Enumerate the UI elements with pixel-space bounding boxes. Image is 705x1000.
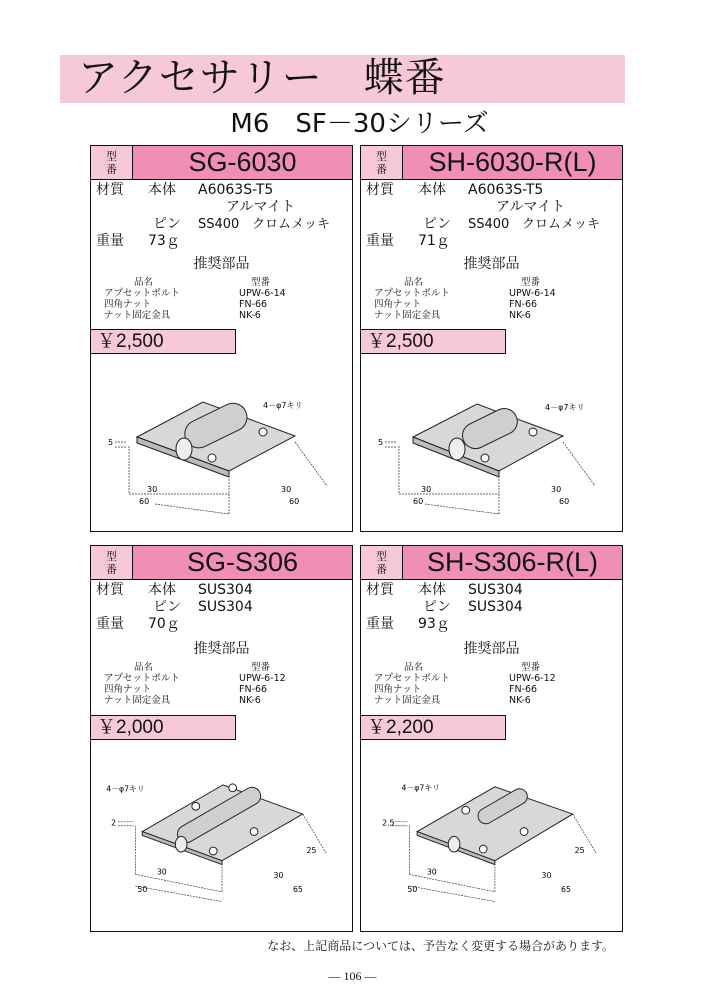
svg-text:30: 30 bbox=[147, 485, 158, 494]
product-card-sg-6030 bbox=[90, 145, 353, 532]
list-item: アプセットボルト UPW-6-12 bbox=[374, 673, 556, 684]
model-number: SH-S306-R(L) bbox=[403, 546, 622, 579]
svg-text:60: 60 bbox=[559, 497, 570, 506]
svg-text:50: 50 bbox=[137, 884, 148, 894]
series-title: M6 SF－30シリーズ bbox=[230, 109, 489, 139]
price-tag: ￥2,200 bbox=[361, 715, 506, 740]
model-label: 型 番 bbox=[91, 146, 133, 179]
list-item: ナット固定金具 NK-6 bbox=[104, 310, 261, 321]
card-header bbox=[91, 546, 352, 580]
hinge-drawing bbox=[365, 746, 618, 921]
spec-block: 材質 本体 A6063S-T5 アルマイト ピン SS400 クロムメッキ 重量 71ｇ bbox=[366, 182, 601, 249]
parts-table: 品名 型番 アプセットボルト UPW-6-14 四角ナット FN-66 ナット固定金具 NK-6 bbox=[104, 277, 294, 321]
list-item: アプセットボルト UPW-6-14 bbox=[104, 288, 286, 299]
svg-text:65: 65 bbox=[561, 884, 571, 894]
product-card-sh-s306 bbox=[360, 545, 623, 932]
dim-holes: 4－φ7キリ bbox=[263, 401, 303, 410]
dim-thickness: 2.5 bbox=[382, 818, 395, 828]
svg-text:30: 30 bbox=[156, 867, 167, 877]
recommended-title: 推奨部品 bbox=[463, 256, 520, 272]
recommended-title: 推奨部品 bbox=[193, 641, 250, 657]
parts-table: 品名 型番 アプセットボルト UPW-6-14 四角ナット FN-66 ナット固定金具 NK-6 bbox=[374, 277, 564, 321]
recommended-title: 推奨部品 bbox=[463, 641, 520, 657]
model-label: 型 番 bbox=[361, 546, 403, 579]
model-label: 型 番 bbox=[91, 546, 133, 579]
spec-block: 材質 本体 SUS304 ピン SUS304 重量 70ｇ bbox=[96, 582, 253, 632]
dim-holes: 4－φ7キリ bbox=[545, 403, 585, 412]
card-header bbox=[361, 146, 622, 180]
list-item: 四角ナット FN-66 bbox=[374, 299, 538, 310]
svg-text:65: 65 bbox=[292, 884, 303, 894]
parts-table: 品名 型番 アプセットボルト UPW-6-12 四角ナット FN-66 ナット固定金具 NK-6 bbox=[104, 662, 294, 706]
svg-text:30: 30 bbox=[541, 871, 552, 881]
svg-text:30: 30 bbox=[421, 485, 432, 494]
list-item: 四角ナット FN-66 bbox=[104, 684, 268, 695]
svg-text:30: 30 bbox=[281, 485, 292, 494]
price-tag: ￥2,500 bbox=[91, 329, 236, 354]
price-tag: ￥2,500 bbox=[361, 329, 506, 354]
product-card-sh-6030 bbox=[360, 145, 623, 532]
dim-thickness: 2 bbox=[111, 818, 117, 828]
svg-text:30: 30 bbox=[273, 871, 284, 881]
spec-block: 材質 本体 SUS304 ピン SUS304 重量 93ｇ bbox=[366, 582, 523, 632]
svg-text:30: 30 bbox=[551, 485, 562, 494]
hinge-drawing bbox=[95, 354, 348, 529]
dim-holes: 4－φ7キリ bbox=[401, 783, 440, 793]
price-tag: ￥2,000 bbox=[91, 715, 236, 740]
model-number: SG-S306 bbox=[133, 546, 352, 579]
card-header bbox=[91, 146, 352, 180]
model-number: SG-6030 bbox=[133, 146, 352, 179]
dim-holes: 4－φ7キリ bbox=[106, 784, 145, 794]
hinge-drawing bbox=[95, 746, 348, 921]
svg-text:50: 50 bbox=[407, 884, 418, 894]
svg-text:25: 25 bbox=[574, 845, 585, 855]
model-label: 型 番 bbox=[361, 146, 403, 179]
svg-text:60: 60 bbox=[139, 497, 150, 506]
svg-text:60: 60 bbox=[413, 497, 424, 506]
footnote: なお、上記商品については、予告なく変更する場合があります。 bbox=[267, 939, 614, 953]
model-number: SH-6030-R(L) bbox=[403, 146, 622, 179]
list-item: 四角ナット FN-66 bbox=[104, 299, 268, 310]
page-title: アクセサリー 蝶番 bbox=[78, 55, 446, 101]
list-item: ナット固定金具 NK-6 bbox=[374, 310, 531, 321]
list-item: 四角ナット FN-66 bbox=[374, 684, 538, 695]
dim-thickness: 5 bbox=[108, 438, 114, 447]
page-number: — 106 — bbox=[328, 969, 377, 983]
product-card-sg-s306 bbox=[90, 545, 353, 932]
recommended-title: 推奨部品 bbox=[193, 256, 250, 272]
svg-text:25: 25 bbox=[306, 845, 317, 855]
list-item: ナット固定金具 NK-6 bbox=[374, 695, 531, 706]
card-header bbox=[361, 546, 622, 580]
list-item: アプセットボルト UPW-6-12 bbox=[104, 673, 286, 684]
list-item: ナット固定金具 NK-6 bbox=[104, 695, 261, 706]
spec-block: 材質 本体 A6063S-T5 アルマイト ピン SS400 クロムメッキ 重量 73ｇ bbox=[96, 182, 331, 249]
svg-text:30: 30 bbox=[426, 867, 437, 877]
hinge-drawing bbox=[365, 354, 618, 529]
dim-thickness: 5 bbox=[378, 438, 384, 447]
svg-text:60: 60 bbox=[289, 497, 300, 506]
parts-table: 品名 型番 アプセットボルト UPW-6-12 四角ナット FN-66 ナット固定金具 NK-6 bbox=[374, 662, 564, 706]
list-item: アプセットボルト UPW-6-14 bbox=[374, 288, 556, 299]
